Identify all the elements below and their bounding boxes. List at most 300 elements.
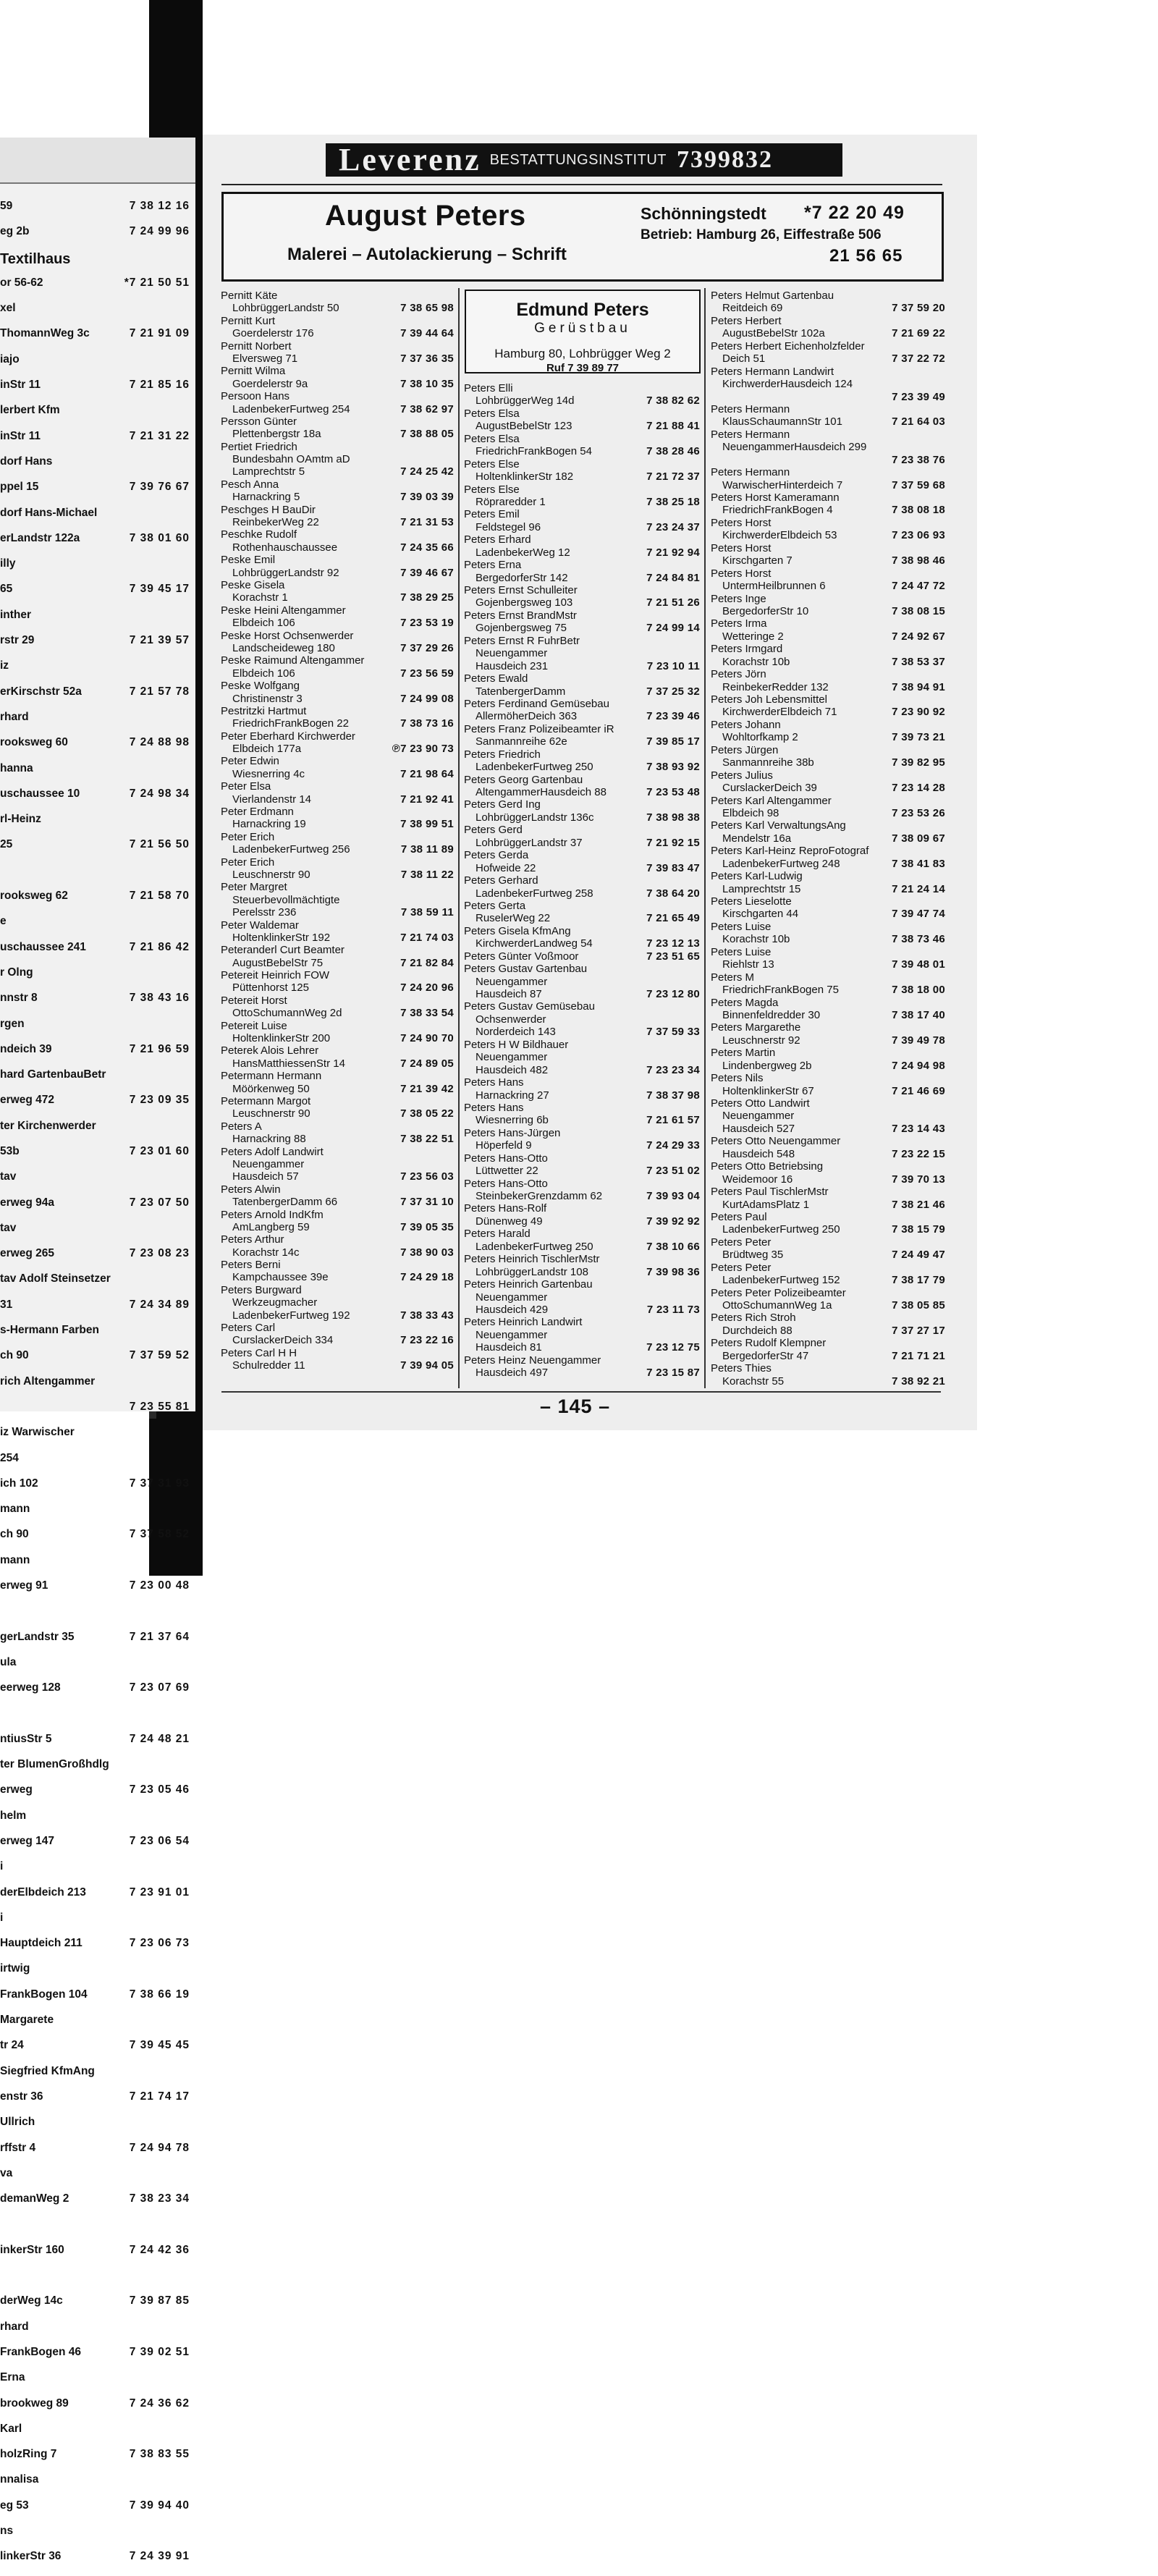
listing-line: [711, 378, 945, 390]
listing-phone: 7 37 25 32: [646, 685, 700, 698]
left-entry-name: 65: [0, 583, 13, 596]
listing-line: [711, 1199, 945, 1211]
left-page-entry: [0, 1018, 190, 1043]
listing-line: [464, 635, 700, 647]
left-entry-name: rhard: [0, 710, 29, 723]
listing-line: [221, 806, 454, 818]
listing-phone: 7 38 22 51: [400, 1133, 454, 1146]
listing-text: Peters Günter Voßmoor: [464, 950, 579, 963]
listing-line: [221, 743, 454, 755]
listing-phone: 7 38 15 79: [892, 1223, 945, 1236]
listing-line: [711, 656, 945, 668]
listing-text: Petermann Margot: [221, 1095, 311, 1107]
left-entry-name: inkerStr 160: [0, 2243, 64, 2256]
listing-text: Peters Else: [464, 483, 520, 496]
left-page-entry: [0, 1094, 190, 1119]
listing-phone: 7 38 18 00: [892, 984, 945, 997]
listing-text: Schulredder 11: [232, 1359, 305, 1372]
listing-line: [464, 521, 700, 533]
listing-text: Peters Peter: [711, 1261, 772, 1274]
listing-line: [221, 906, 454, 919]
left-entry-name: 254: [0, 1451, 19, 1464]
listing-text: Gojenbergsweg 103: [476, 596, 573, 609]
listing-line: [711, 1097, 945, 1110]
listing-line: [711, 984, 945, 996]
listing-phone: 7 24 99 14: [646, 622, 700, 635]
left-entry-phone: 7 21 39 57: [129, 634, 190, 647]
left-entry-name: Margarete: [0, 2014, 54, 2027]
listing-line: [221, 1221, 454, 1233]
listing-line: [464, 1190, 700, 1202]
listing-text: Kampchaussee 39e: [232, 1271, 329, 1284]
listing-line: [221, 441, 454, 453]
listing-line: [221, 591, 454, 604]
listing-text: Peters Karl Altengammer: [711, 794, 832, 807]
listing-phone: 7 24 20 96: [400, 981, 454, 994]
listing-text: Goerdelerstr 176: [232, 327, 314, 340]
listing-line: [711, 1135, 945, 1147]
listing-text: LadenbekerFurtweg 258: [476, 887, 593, 900]
listing-line: [711, 933, 945, 945]
left-page-entry: [0, 430, 190, 455]
listing-line: [464, 1354, 700, 1367]
listing-phone: 7 21 39 42: [400, 1082, 454, 1095]
listing-text: Peters Gustav Gartenbau: [464, 963, 588, 976]
listing-phone: 7 23 06 93: [892, 529, 945, 542]
left-entry-name: va: [0, 2166, 13, 2179]
listing-phone: 7 37 29 26: [400, 641, 454, 654]
listing-line: [464, 824, 700, 836]
left-entry-name: erweg 472: [0, 1094, 54, 1107]
left-entry-name: demanWeg 2: [0, 2192, 69, 2205]
left-page-entry: [0, 557, 190, 583]
listing-text: Kirschgarten 44: [722, 908, 799, 921]
listing-text: Peters Elli: [464, 382, 513, 394]
listing-line: [464, 1316, 700, 1328]
left-page-entry: [0, 1860, 190, 1885]
listing-line: [464, 849, 700, 861]
listing-line: [221, 465, 454, 478]
left-entry-name: dorf Hans-Michael: [0, 506, 98, 519]
listing-line: [711, 908, 945, 920]
listing-line: [221, 403, 454, 415]
listing-line: [221, 390, 454, 402]
listing-phone: 7 24 49 47: [892, 1249, 945, 1262]
listing-text: ReinbekerWeg 22: [232, 516, 319, 529]
listing-text: Elversweg 71: [232, 352, 298, 365]
listing-line: [464, 976, 700, 988]
left-entry-phone: 7 39 76 67: [129, 481, 190, 494]
left-entry-name: rl-Heinz: [0, 813, 41, 826]
listing-text: Korachstr 55: [722, 1374, 785, 1388]
listing-phone: 7 21 92 15: [646, 836, 700, 849]
listing-text: Peters Horst: [711, 516, 772, 529]
ad-edmund-peters: [465, 290, 701, 373]
listing-text: KirchwerderElbdeich 53: [722, 529, 837, 542]
left-page-entry: [0, 1503, 190, 1528]
ad-trades: Malerei – Autolackierung – Schrift: [287, 245, 567, 264]
listing-text: Peters Irma: [711, 617, 767, 630]
listing-phone: 7 21 69 22: [892, 327, 945, 340]
left-page-entry: [0, 302, 190, 327]
listing-text: Peters Gerd: [464, 824, 523, 837]
listing-phone: 7 38 53 37: [892, 655, 945, 668]
listing-line: [711, 1173, 945, 1186]
left-entry-phone: 7 37 31 93: [129, 1477, 190, 1490]
listing-line: [464, 1304, 700, 1316]
listing-line: [711, 858, 945, 870]
listing-text: Hofweide 22: [476, 861, 536, 874]
left-entry-name: Hauptdeich 211: [0, 1937, 83, 1950]
ad-address: Schönningstedt: [641, 204, 766, 223]
listing-text: Neuengammer: [232, 1157, 305, 1170]
left-page-entry: [0, 2218, 190, 2243]
listing-text: LadenbekerFurtweg 248: [722, 857, 840, 870]
left-page-entry: [0, 1579, 190, 1605]
listing-line: [221, 315, 454, 327]
listing-line: [464, 1165, 700, 1177]
left-entry-phone: 7 37 59 52: [129, 1349, 190, 1362]
listing-phone: 7 23 51 02: [646, 1165, 700, 1178]
listing-line: [464, 1026, 700, 1038]
listing-line: [711, 454, 945, 466]
left-entry-phone: 7 39 87 85: [129, 2294, 190, 2307]
listing-line: [464, 672, 700, 685]
left-page-listing: [0, 200, 190, 2576]
listing-text: LohbrüggerLandstr 50: [232, 302, 339, 315]
left-page-entry: [0, 1477, 190, 1503]
listing-line: [711, 756, 945, 769]
listing-phone: 7 21 92 41: [400, 793, 454, 806]
listing-line: [711, 567, 945, 580]
listing-line: [464, 1241, 700, 1253]
listing-line: [464, 1127, 700, 1139]
listing-line: [711, 693, 945, 706]
left-entry-phone: 7 38 23 34: [129, 2192, 190, 2205]
listing-text: Peske Gisela: [221, 578, 285, 591]
ad2-name: Edmund Peters: [516, 300, 649, 320]
left-entry-name: nnstr 8: [0, 992, 38, 1005]
listing-line: [464, 1341, 700, 1354]
listing-text: Pertiet Friedrich: [221, 440, 297, 453]
listing-phone: 7 24 89 05: [400, 1057, 454, 1070]
listing-text: Peters Lieselotte: [711, 895, 792, 908]
listing-line: [221, 881, 454, 893]
listing-text: Peter Waldemar: [221, 919, 299, 932]
listing-phone: 7 38 64 20: [646, 887, 700, 900]
listing-text: Petereit Horst: [221, 994, 287, 1007]
listing-phone: 7 23 10 11: [646, 659, 700, 672]
listing-line: [221, 1209, 454, 1221]
listing-phone: 7 24 29 33: [646, 1139, 700, 1152]
listing-text: OttoSchumannWeg 1a: [722, 1299, 832, 1312]
left-page-entry: [0, 1733, 190, 1758]
left-page-entry: [0, 1401, 190, 1426]
left-entry-name: eerweg 128: [0, 1681, 61, 1694]
listing-text: Höperfeld 9: [476, 1139, 532, 1152]
listing-phone: 7 38 11 22: [400, 868, 454, 881]
listing-text: LadenbekerFurtweg 256: [232, 843, 350, 856]
left-entry-phone: 7 24 94 78: [129, 2141, 190, 2154]
left-page-entry: [0, 2116, 190, 2141]
left-page-entry: [0, 941, 190, 966]
listing-line: [221, 793, 454, 806]
listing-line: [221, 642, 454, 654]
header-rule: [221, 184, 942, 185]
left-entry-phone: 7 21 31 22: [129, 429, 190, 442]
listing-phone: 7 23 22 15: [892, 1147, 945, 1160]
listing-line: [221, 1083, 454, 1095]
listing-text: Feldstegel 96: [476, 520, 541, 533]
listing-text: Peters Hermann: [711, 402, 790, 415]
listing-line: [711, 428, 945, 441]
listing-text: Korachstr 10b: [722, 655, 790, 668]
listing-phone: 7 38 98 38: [646, 811, 700, 824]
left-entry-phone: 7 38 66 19: [129, 1988, 190, 2001]
listing-text: Neuengammer: [476, 1291, 548, 1304]
listing-line: [464, 622, 700, 634]
listing-text: Hausdeich 497: [476, 1367, 549, 1380]
listing-text: Persoon Hans: [221, 390, 290, 403]
listing-text: Hausdeich 57: [232, 1170, 299, 1183]
left-entry-name: 25: [0, 838, 13, 851]
left-entry-phone: 7 21 91 09: [129, 327, 190, 340]
listing-text: Peters Paul TischlerMstr: [711, 1186, 829, 1199]
ad-name: August Peters: [325, 200, 526, 232]
left-entry-phone: 7 23 07 50: [129, 1196, 190, 1209]
listing-line: [464, 1152, 700, 1165]
left-entry-name: ThomannWeg 3c: [0, 327, 90, 340]
left-entry-phone: 7 23 09 35: [129, 1094, 190, 1107]
listing-text: Peters Heinrich TischlerMstr: [464, 1253, 600, 1266]
listing-text: Peters Gerda: [464, 849, 529, 862]
listing-line: [221, 1296, 454, 1309]
listing-text: Neuengammer: [722, 1110, 795, 1123]
listing-text: Peters Hermann: [711, 466, 790, 479]
column-rule-1: [458, 288, 460, 1388]
listing-text: AllermöherDeich 363: [476, 710, 578, 723]
left-page-entry: [0, 276, 190, 302]
listing-text: BergedorferStr 142: [476, 571, 568, 584]
listing-text: Elbdeich 177a: [232, 743, 302, 756]
listing-text: Peters Johann: [711, 718, 781, 731]
left-page-entry: [0, 1707, 190, 1733]
listing-text: Sanmannreihe 38b: [722, 756, 814, 769]
left-page-entry: [0, 1375, 190, 1401]
left-page-entry: [0, 1988, 190, 2014]
listing-text: TatenbergerDamm 66: [232, 1196, 338, 1209]
left-page-entry: [0, 2448, 190, 2473]
listing-text: Petereit Heinrich FOW: [221, 969, 330, 982]
listing-column-2: [464, 382, 700, 1380]
left-page-entry: [0, 379, 190, 404]
listing-phone: 7 24 94 98: [892, 1059, 945, 1072]
listing-line: [464, 1178, 700, 1190]
listing-line: [464, 963, 700, 975]
left-entry-name: ula: [0, 1655, 17, 1668]
left-page-entry: [0, 1068, 190, 1094]
listing-phone: 7 23 23 34: [646, 1063, 700, 1076]
left-page-entry: [0, 327, 190, 352]
listing-text: Peters Georg Gartenbau: [464, 773, 583, 786]
listing-phone: 7 21 72 37: [646, 470, 700, 483]
listing-line: [464, 496, 700, 508]
listing-text: Pernitt Kurt: [221, 314, 276, 327]
listing-text: LohbrüggerWeg 14d: [476, 394, 575, 407]
listing-line: [711, 403, 945, 415]
listing-line: [464, 685, 700, 698]
banner-subtitle: BESTATTUNGSINSTITUT: [489, 151, 667, 168]
listing-text: Peters Else: [464, 457, 520, 470]
listing-phone: 7 39 46 67: [400, 566, 454, 579]
listing-text: Peters Heinrich Landwirt: [464, 1316, 583, 1329]
listing-line: [711, 441, 945, 453]
listing-line: [221, 1020, 454, 1032]
listing-text: Peters Jürgen: [711, 743, 779, 756]
listing-text: Brüdtweg 35: [722, 1249, 784, 1262]
listing-line: [711, 1110, 945, 1122]
listing-line: [711, 845, 945, 857]
left-page-entry: [0, 711, 190, 736]
listing-phone: 7 39 94 05: [400, 1359, 454, 1372]
listing-line: [221, 717, 454, 730]
left-entry-name: mann: [0, 1553, 30, 1566]
listing-text: LohbrüggerLandstr 92: [232, 566, 339, 579]
listing-line: [464, 1139, 700, 1152]
listing-line: [464, 559, 700, 571]
listing-line: [464, 420, 700, 432]
listing-phone: 7 39 92 92: [646, 1215, 700, 1228]
left-entry-name: erweg 94a: [0, 1196, 54, 1209]
listing-line: [221, 693, 454, 705]
listing-text: Pernitt Norbert: [221, 339, 292, 352]
left-page-entry: [0, 2065, 190, 2090]
listing-line: [221, 730, 454, 743]
listing-line: [711, 504, 945, 516]
left-page-entry: [0, 2499, 190, 2525]
listing-line: [221, 365, 454, 377]
listing-text: Peters Magda: [711, 996, 779, 1009]
listing-phone: 7 38 62 97: [400, 402, 454, 415]
listing-text: Harnackring 88: [232, 1133, 306, 1146]
left-page-entry: [0, 992, 190, 1017]
listing-text: Peters Margarethe: [711, 1021, 801, 1034]
listing-text: Peters Heinrich Gartenbau: [464, 1278, 593, 1291]
left-page-entry: [0, 659, 190, 685]
left-page-entry: [0, 455, 190, 481]
left-entry-name: rstr 29: [0, 634, 35, 647]
left-entry-phone: 7 23 07 69: [129, 1681, 190, 1694]
left-page-entry: [0, 1681, 190, 1707]
listing-text: Peters Ernst R FuhrBetr: [464, 634, 580, 647]
listing-text: Deich 51: [722, 352, 766, 366]
left-page-entry: [0, 1043, 190, 1068]
listing-line: [711, 327, 945, 339]
listing-line: [464, 470, 700, 483]
listing-line: [464, 1266, 700, 1278]
listing-line: [711, 479, 945, 491]
listing-text: Vierlandenstr 14: [232, 793, 311, 806]
left-entry-name: ndeich 39: [0, 1042, 52, 1055]
left-entry-name: derWeg 14c: [0, 2294, 63, 2307]
left-entry-name: erweg 91: [0, 1579, 48, 1592]
listing-line: [221, 1107, 454, 1120]
listing-text: Peters Julius: [711, 769, 773, 782]
listing-phone: 7 23 11 73: [646, 1303, 700, 1316]
left-entry-name: rooksweg 62: [0, 890, 68, 903]
listing-phone: 7 23 22 16: [400, 1334, 454, 1347]
listing-text: Peters Otto Neuengammer: [711, 1135, 841, 1148]
left-entry-phone: 7 39 45 17: [129, 583, 190, 596]
left-entry-name: rhard: [0, 2320, 29, 2333]
listing-line: [464, 710, 700, 722]
listing-phone: 7 39 98 36: [646, 1265, 700, 1278]
listing-text: Peschges H BauDir: [221, 503, 316, 516]
listing-text: Neuengammer: [476, 647, 548, 660]
listing-line: [711, 668, 945, 680]
listing-line: [711, 1148, 945, 1160]
listing-phone: 7 39 83 47: [646, 861, 700, 874]
listing-line: [711, 1236, 945, 1249]
left-entry-name: ns: [0, 2525, 14, 2538]
listing-line: [221, 528, 454, 541]
listing-line: [711, 340, 945, 352]
left-page-entry: [0, 1247, 190, 1272]
listing-line: [711, 971, 945, 984]
listing-line: [711, 895, 945, 908]
left-entry-phone: 7 24 88 98: [129, 736, 190, 749]
listing-text: LadenbekerFurtweg 152: [722, 1274, 840, 1287]
listing-phone: 7 21 98 64: [400, 767, 454, 780]
listing-line: [464, 761, 700, 773]
listing-phone: 7 39 44 64: [400, 327, 454, 340]
listing-phone: 7 38 17 79: [892, 1274, 945, 1287]
listing-line: [711, 1375, 945, 1388]
listing-text: OttoSchumannWeg 2d: [232, 1007, 342, 1020]
listing-text: Peters Gerd Ing: [464, 798, 541, 811]
left-page-entry: [0, 2473, 190, 2499]
listing-text: LadenbekerFurtweg 250: [476, 1240, 593, 1253]
footer-rule: [221, 1391, 941, 1393]
listing-phone: 7 21 24 14: [892, 882, 945, 895]
listing-text: Riehlstr 13: [722, 958, 774, 971]
listing-phone: 7 39 48 01: [892, 958, 945, 971]
listing-text: Peters Franz Polizeibeamter iR: [464, 722, 614, 735]
listing-line: [221, 1196, 454, 1208]
left-entry-name: inther: [0, 608, 32, 621]
left-entry-name: uschaussee 10: [0, 787, 80, 800]
listing-line: [711, 290, 945, 302]
left-entry-name: erweg 265: [0, 1247, 54, 1260]
left-page-entry: [0, 1758, 190, 1783]
listing-text: Goerdelerstr 9a: [232, 377, 308, 390]
left-entry-phone: 7 21 96 59: [129, 1042, 190, 1055]
listing-phone: 7 38 73 16: [400, 717, 454, 730]
listing-text: Peters Irmgard: [711, 643, 783, 656]
left-page-entry: [0, 2269, 190, 2294]
listing-text: Peters Emil: [464, 508, 520, 521]
listing-text: Peters Horst Kameramann: [711, 491, 840, 504]
left-entry-name: s-Hermann Farben: [0, 1324, 99, 1337]
listing-text: Petereit Luise: [221, 1019, 287, 1032]
left-page-entry: [0, 915, 190, 940]
left-entry-name: r Olng: [0, 966, 33, 979]
listing-text: Peters Arnold IndKfm: [221, 1208, 324, 1221]
left-entry-name: ntiusStr 5: [0, 1732, 52, 1745]
left-page-entry: [0, 762, 190, 787]
listing-line: [711, 315, 945, 327]
listing-text: Dünenweg 49: [476, 1215, 543, 1228]
